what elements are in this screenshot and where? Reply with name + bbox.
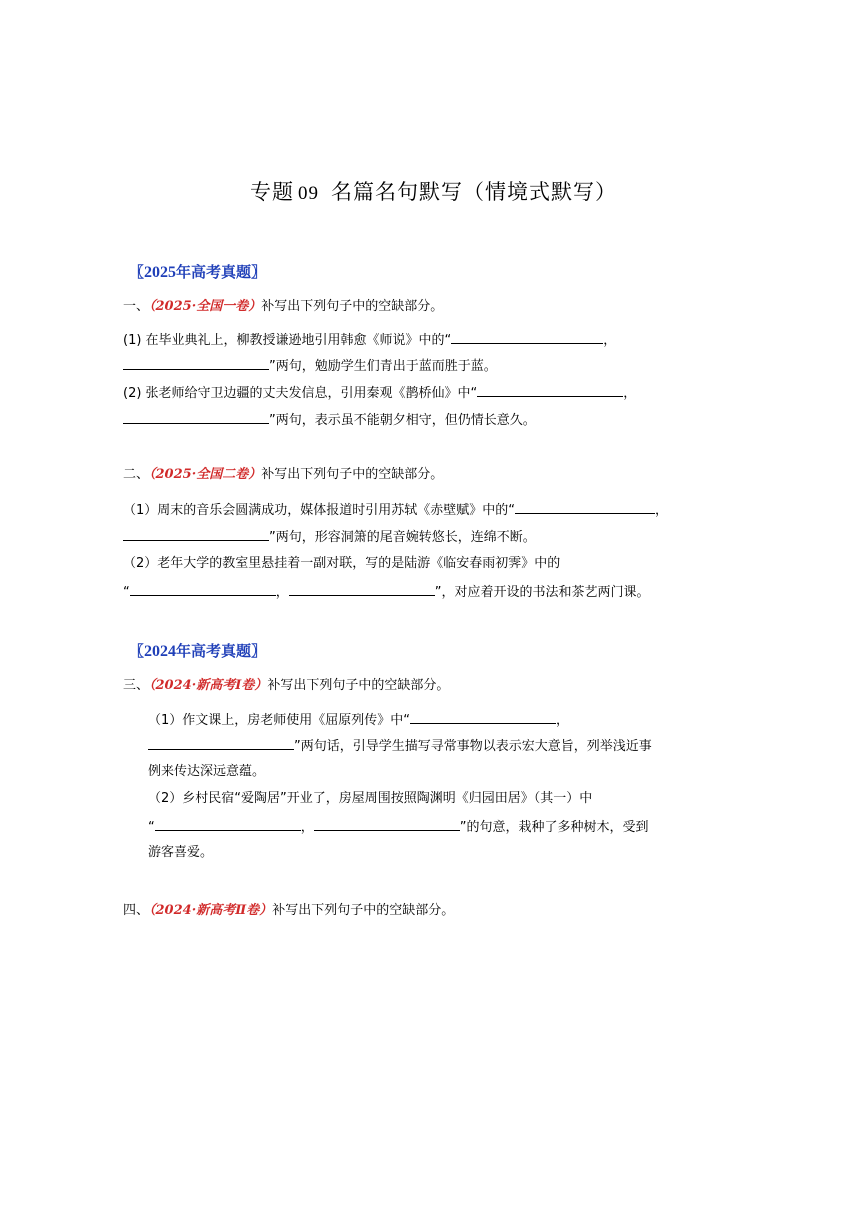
question-header — [123, 902, 454, 920]
title-prefix: 专题 — [250, 180, 294, 204]
item-text: (1) 在毕业典礼上，柳教授谦逊地引用韩愈《师说》中的“ — [123, 333, 452, 348]
title-text: 名篇名句默写（情境式默写） — [331, 180, 617, 204]
item-text: ， — [655, 503, 669, 518]
item-text: ， — [603, 333, 617, 348]
item-text: (2) 张老师给守卫边疆的丈夫发信息，引用秦观《鹊桥仙》中“ — [123, 386, 478, 401]
item-text: 例来传达深远意蕴。 — [148, 764, 266, 779]
question-header — [123, 466, 443, 484]
answer-blank[interactable] — [123, 410, 269, 424]
item-text: “ — [148, 820, 155, 835]
heading-bracket-open: 〖 — [129, 642, 145, 660]
answer-blank[interactable] — [123, 356, 269, 370]
item-text: ， — [623, 386, 637, 401]
answer-blank[interactable] — [410, 710, 556, 724]
section-heading-2025 — [129, 261, 266, 282]
answer-blank[interactable] — [515, 500, 655, 514]
item-text: （2）老年大学的教室里悬挂着一副对联，写的是陆游《临安春雨初霁》中的 — [123, 556, 561, 571]
heading-text: 年高考真题 — [176, 263, 252, 281]
item-line — [148, 844, 213, 862]
item-text: ”的句意，栽种了多种树木，受到 — [459, 820, 649, 835]
item-text: ”两句，勉励学生们青出于蓝而胜于蓝。 — [269, 359, 497, 374]
heading-bracket-close: 〗 — [251, 263, 267, 281]
item-line — [148, 763, 265, 781]
question-instruction: 补写出下列句子中的空缺部分。 — [267, 678, 450, 693]
item-line — [123, 555, 560, 573]
question-header — [123, 677, 449, 695]
item-text: （1）作文课上，房老师使用《屈原列传》中“ — [148, 713, 411, 728]
answer-blank[interactable] — [123, 527, 269, 541]
question-instruction: 补写出下列句子中的空缺部分。 — [272, 903, 455, 918]
answer-blank[interactable] — [130, 582, 276, 596]
question-number: 二、 — [123, 467, 150, 482]
answer-blank[interactable] — [451, 330, 603, 344]
answer-blank[interactable] — [477, 383, 623, 397]
item-line — [148, 710, 569, 730]
item-text: “ — [123, 585, 130, 600]
question-number: 三、 — [123, 678, 150, 693]
item-text: ， — [556, 713, 570, 728]
heading-year: 2025 — [144, 264, 177, 281]
question-header — [123, 298, 443, 316]
item-line — [123, 410, 536, 430]
item-line — [123, 582, 650, 602]
item-line — [123, 356, 497, 376]
question-instruction: 补写出下列句子中的空缺部分。 — [261, 299, 444, 314]
item-line — [148, 790, 592, 808]
page-title — [0, 176, 867, 206]
question-number: 四、 — [123, 903, 150, 918]
answer-blank[interactable] — [289, 582, 435, 596]
section-heading-2024 — [129, 640, 266, 661]
item-text: ”两句，表示虽不能朝夕相守，但仍情长意久。 — [269, 413, 536, 428]
item-line — [123, 330, 616, 350]
heading-text: 年高考真题 — [176, 642, 252, 660]
item-text: ， — [275, 585, 289, 600]
item-line — [123, 383, 636, 403]
question-instruction: 补写出下列句子中的空缺部分。 — [261, 467, 444, 482]
question-number: 一、 — [123, 299, 150, 314]
answer-blank[interactable] — [155, 817, 301, 831]
answer-blank[interactable] — [148, 736, 294, 750]
item-text: ”两句话，引导学生描写寻常事物以表示宏大意旨，列举浅近事 — [294, 739, 652, 754]
heading-bracket-open: 〖 — [129, 263, 145, 281]
heading-year: 2024 — [144, 643, 177, 660]
question-source: （2025·全国二卷） — [149, 467, 262, 482]
item-text: ”，对应着开设的书法和茶艺两门课。 — [434, 585, 650, 600]
item-text: （1）周末的音乐会圆满成功，媒体报道时引用苏轼《赤壁赋》中的“ — [123, 503, 516, 518]
question-source: （2025·全国一卷） — [149, 299, 262, 314]
heading-bracket-close: 〗 — [251, 642, 267, 660]
answer-blank[interactable] — [314, 817, 460, 831]
title-code: 09 — [298, 183, 319, 204]
item-line — [123, 500, 668, 520]
item-text: （2）乡村民宿“爱陶居”开业了，房屋周围按照陶渊明《归园田居》（其一）中 — [148, 791, 593, 806]
item-text: ”两句，形容洞箫的尾音婉转悠长，连绵不断。 — [269, 530, 536, 545]
item-text: 游客喜爱。 — [148, 845, 214, 860]
item-line — [123, 527, 536, 547]
item-line — [148, 736, 652, 756]
question-source: （2024·新高考Ⅰ卷） — [149, 678, 268, 693]
item-text: ， — [300, 820, 314, 835]
question-source: （2024·新高考Ⅱ卷） — [149, 903, 273, 918]
item-line — [148, 817, 649, 837]
